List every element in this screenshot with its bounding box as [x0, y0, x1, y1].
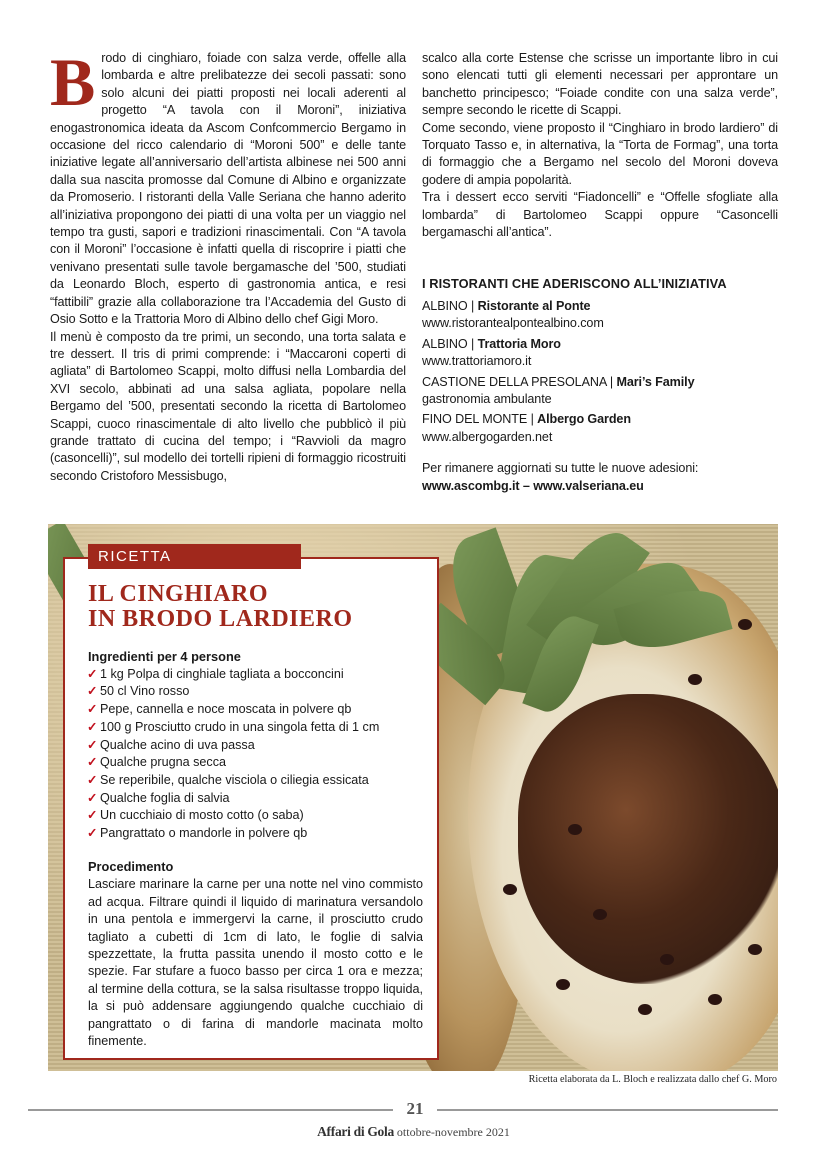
checkmark-icon: ✓ [87, 755, 98, 770]
ingredient-item: ✓ Qualche foglia di salvia [88, 790, 423, 808]
page-number: 21 [406, 1099, 424, 1118]
restaurants-title: I RISTORANTI CHE ADERISCONO ALL’INIZIATIVA [422, 276, 727, 292]
ingredient-item: ✓ 1 kg Polpa di cinghiale tagliata a bocconcini [88, 666, 423, 684]
footer-brand [0, 1124, 827, 1140]
article-paragraph: Tra i dessert ecco serviti “Fiadoncelli” e “Offelle sfogliate alla lombarda” di Bartolomeo Scappi oppure “Casoncelli bergamaschi all’antica”. [422, 190, 778, 240]
checkmark-icon: ✓ [87, 737, 98, 752]
restaurant-name: Mari’s Family [616, 374, 695, 389]
checkmark-icon: ✓ [87, 702, 98, 717]
ingredient-item: ✓ Qualche prugna secca [88, 754, 423, 772]
checkmark-icon: ✓ [87, 808, 98, 823]
raisin-image [660, 954, 674, 965]
checkmark-icon: ✓ [87, 772, 98, 787]
article-column-2 [422, 50, 778, 495]
restaurant-entry [422, 336, 778, 371]
raisin-image [593, 909, 607, 920]
procedure-title: Procedimento [88, 859, 174, 874]
issue-date: ottobre-novembre 2021 [393, 1125, 510, 1139]
recipe-tag: RICETTA [88, 544, 301, 569]
ingredients-section [88, 648, 423, 843]
restaurant-place: ALBINO | [422, 336, 478, 351]
restaurant-place: FINO DEL MONTE | [422, 412, 538, 427]
article-paragraph: rodo di cinghiaro, foiade con salza verde, offelle alla lombarda e altre prelibatezze dei secoli passati: sono solo alcuni dei piatti proposti nei locali aderenti al progetto “A tavola con il Moroni”, iniziativa enogastronomica ideata da Ascom Confcommercio Bergamo in occasione del ricco calendario di “Moroni 500” e delle tante iniziative legate all’anniversario dell’artista albinese nei 500 anni dalla sua nascita promosse dal Comune di Albino e organizzate da Promoserio. I ristoranti della Valle Seriana che hanno aderito all’iniziativa propongono dei piatti di una volta per un viaggio nel tempo tra gusti, sapori e tradizioni rinascimentali. Con “A tavola con il Moroni” l’occasione è infatti quella di riscoprire i piatti che venivano presentati sulle tavole bergamasche del ’500, studiati da Leonardo Bloch, esperto di gastronomia antica, e resi “fattibili” grazie alla collaborazione tra l’Accademia del Gusto di Osio Sotto e la Trattoria Moro di Albino dello chef Gigi Moro. [50, 51, 406, 327]
article-paragraph: Il menù è composto da tre primi, un secondo, una torta salata e tre dessert. Il tris di primi comprende: i “Maccaroni coperti di agliata” di Bartolomeo Scappi, molto diffusi nella Lombardia del XVI secolo, abbinati ad una salsa agliata, popolare nella Bergamo del ’500, presentati secondo la ricetta di Bartolomeo Scappi, cuoco rinascimentale di alto livello che pubblicò il più grande trattato di cucina del tempo; i “Ravvioli da magro (casoncelli)”, sul modello dei tortelli ripieni di formaggio ricostruiti secondo Cristoforo Messisbugo, [50, 329, 406, 483]
restaurant-link[interactable]: www.trattoriamoro.it [422, 354, 532, 369]
photo-caption: Ricetta elaborata da L. Bloch e realizzata dallo chef G. Moro [528, 1074, 777, 1085]
procedure-section [88, 858, 423, 1050]
ingredient-item: ✓ Pepe, cannella e noce moscata in polvere qb [88, 701, 423, 719]
recipe-title-line: IN BRODO LARDIERO [88, 606, 353, 632]
article-column-1 [50, 44, 406, 485]
raisin-image [638, 1004, 652, 1015]
article-paragraph: Come secondo, viene proposto il “Cinghiaro in brodo lardiero” di Torquato Tasso e, in alternativa, la “Torta de Formag”, una torta di formaggio che a Bergamo nel secolo del Moroni doveva godere di ampia popolarità. [422, 120, 778, 187]
raisin-image [503, 884, 517, 895]
restaurant-place: ALBINO | [422, 298, 478, 313]
boar-stew-image [518, 694, 778, 984]
ingredient-item: ✓ Qualche acino di uva passa [88, 737, 423, 755]
update-note [422, 460, 778, 495]
ingredient-item: ✓ Pangrattato o mandorle in polvere qb [88, 825, 423, 843]
raisin-image [556, 979, 570, 990]
ingredient-item: ✓ 100 g Prosciutto crudo in una singola fetta di 1 cm [88, 719, 423, 737]
raisin-image [738, 619, 752, 630]
raisin-image [708, 994, 722, 1005]
drop-cap: B [50, 44, 96, 120]
sage-leaves-image [438, 524, 738, 724]
checkmark-icon: ✓ [87, 790, 98, 805]
restaurant-name: Trattoria Moro [477, 336, 561, 351]
ingredient-item: ✓ Se reperibile, qualche visciola o ciliegia essicata [88, 772, 423, 790]
checkmark-icon: ✓ [87, 719, 98, 734]
footer-divider [437, 1109, 778, 1111]
ingredient-item: ✓ Un cucchiaio di mosto cotto (o saba) [88, 807, 423, 825]
recipe-title-line: IL CINGHIARO [88, 581, 269, 607]
restaurant-link[interactable]: www.ristorantealpontealbino.com [422, 316, 604, 331]
checkmark-icon: ✓ [87, 666, 98, 681]
ingredients-list [88, 666, 423, 843]
restaurant-info: gastronomia ambulante [422, 391, 552, 406]
ingredients-title: Ingredienti per 4 persone [88, 649, 241, 664]
restaurant-name: Ristorante al Ponte [477, 298, 591, 313]
restaurant-entry [422, 298, 778, 333]
recipe-title [88, 582, 353, 632]
update-text: Per rimanere aggiornati su tutte le nuove adesioni: [422, 461, 699, 476]
restaurant-entry [422, 411, 778, 446]
checkmark-icon: ✓ [87, 684, 98, 699]
procedure-text: Lasciare marinare la carne per una notte nel vino commisto ad acqua. Filtrare quindi il liquido di marinatura versandolo in una pentola e immergervi la carne, il prosciutto crudo tagliato a cubetti di 1cm di lato, le foglie di salvia spezzettate, la frutta passita unendo il mosto cotto e le spezie. Far stufare a fuoco basso per circa 1 ora e mezza; al termine della cottura, se la salsa risultasse troppo liquida, la si può addensare aggiungendo qualche cucchiaio di pangrattato o di farina di mandorle macinata molto finemente. [88, 877, 423, 1049]
footer-divider [28, 1109, 393, 1111]
checkmark-icon: ✓ [87, 826, 98, 841]
magazine-name: Affari di Gola [317, 1124, 394, 1139]
restaurant-place: CASTIONE DELLA PRESOLANA | [422, 374, 617, 389]
restaurant-name: Albergo Garden [537, 412, 631, 427]
restaurant-entry [422, 374, 778, 409]
update-links[interactable]: www.ascombg.it – www.valseriana.eu [422, 478, 644, 493]
ingredient-item: ✓ 50 cl Vino rosso [88, 683, 423, 701]
raisin-image [568, 824, 582, 835]
restaurant-link[interactable]: www.albergogarden.net [422, 429, 553, 444]
article-paragraph: scalco alla corte Estense che scrisse un importante libro in cui sono elencati tutti gli elementi necessari per approntare un banchetto principesco; “Foiade condite con una salza verde”, sempre secondo le ricette di Scappi. [422, 51, 778, 118]
raisin-image [748, 944, 762, 955]
